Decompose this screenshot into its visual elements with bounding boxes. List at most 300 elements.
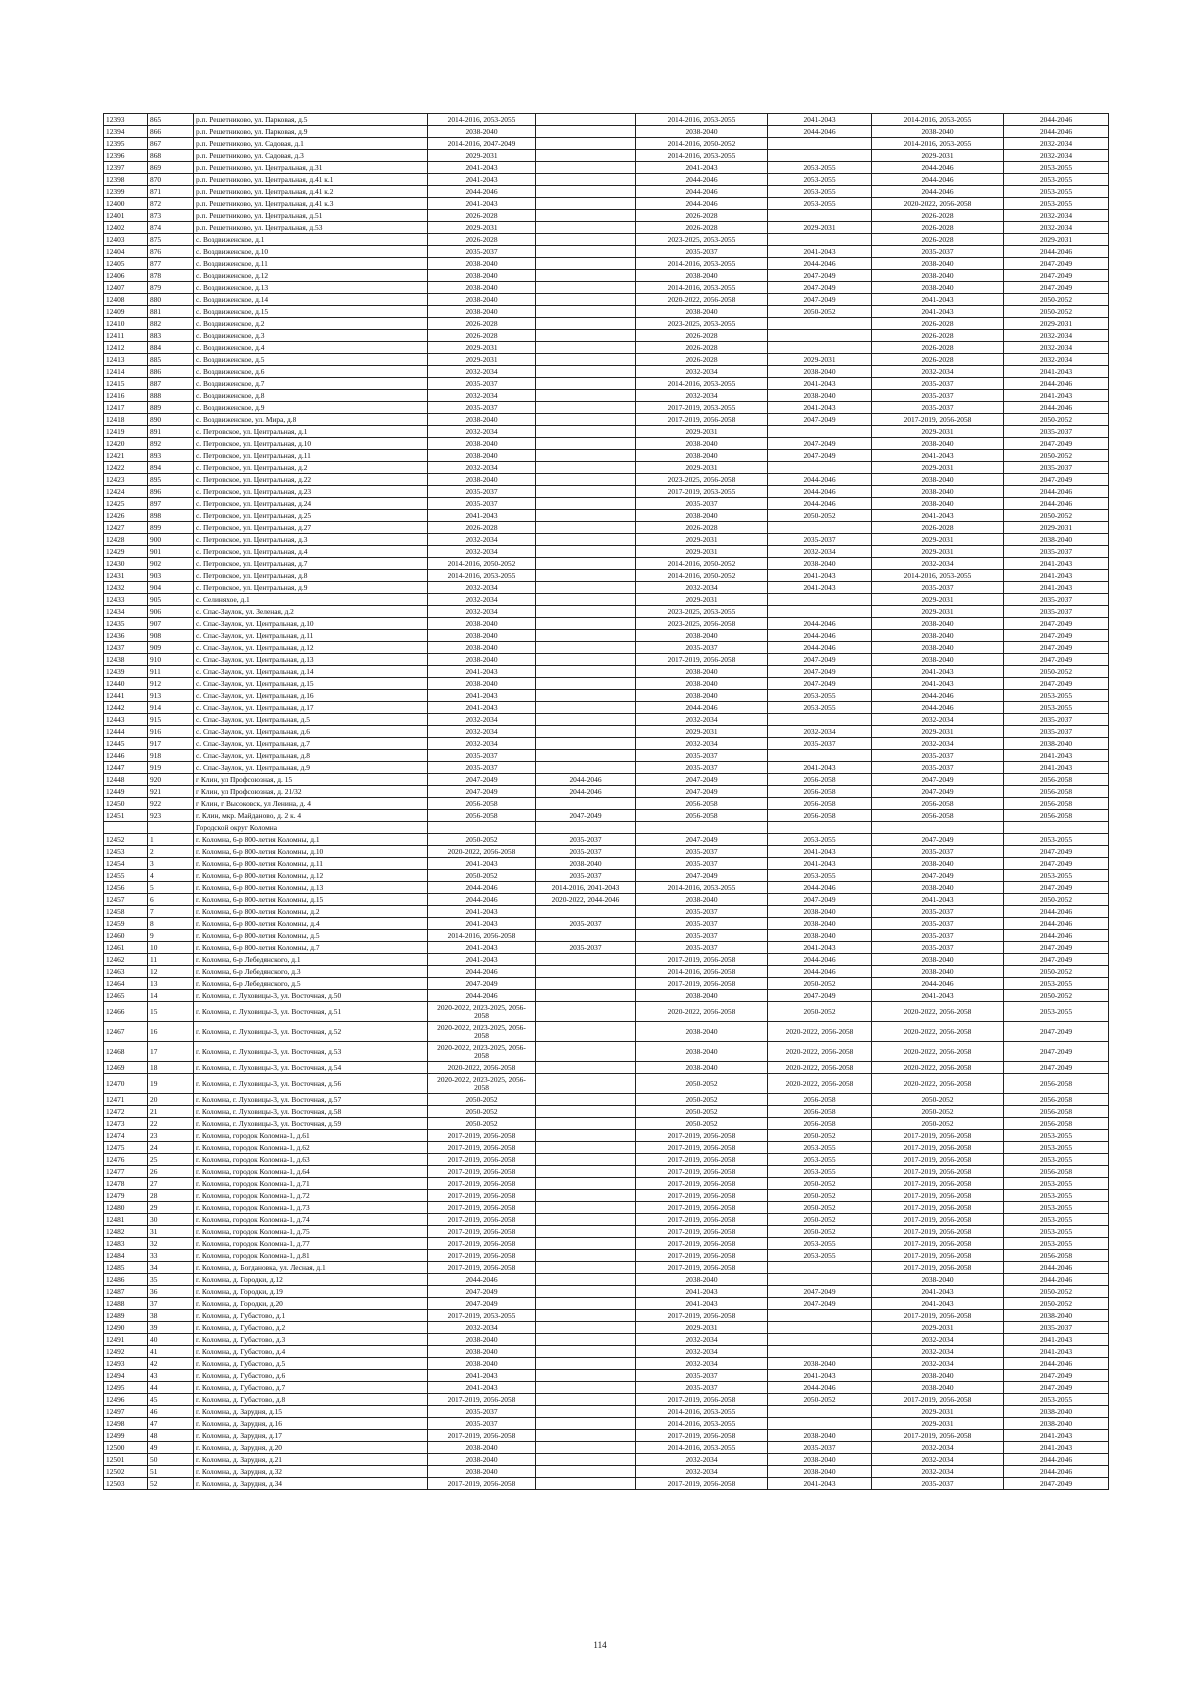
address-cell: р.п. Решетниково, ул. Центральная, д.51 xyxy=(194,210,428,222)
item-number-cell: 905 xyxy=(148,594,194,606)
period-3-cell: 2038-2040 xyxy=(636,510,768,522)
address-cell: г. Коломна, д. Зарудня, д.21 xyxy=(194,1454,428,1466)
table-row xyxy=(104,606,1109,618)
item-number-cell: 884 xyxy=(148,342,194,354)
address-cell: с. Воздвиженское, д.1 xyxy=(194,234,428,246)
item-number-cell: 903 xyxy=(148,570,194,582)
period-1-cell: 2032-2034 xyxy=(428,606,536,618)
period-2-cell xyxy=(536,1002,636,1022)
address-cell: с. Петровское, ул. Центральная, д.24 xyxy=(194,498,428,510)
item-number-cell: 6 xyxy=(148,894,194,906)
period-6-cell: 2053-2055 xyxy=(1004,1178,1109,1190)
address-cell: г Клин, ул Профсоюзная, д. 21/32 xyxy=(194,786,428,798)
item-number-cell: 888 xyxy=(148,390,194,402)
item-number-cell: 35 xyxy=(148,1274,194,1286)
item-number-cell: 897 xyxy=(148,498,194,510)
period-1-cell: 2032-2034 xyxy=(428,594,536,606)
period-4-cell xyxy=(768,462,872,474)
period-6-cell: 2050-2052 xyxy=(1004,294,1109,306)
address-cell: с. Спас-Заулок, ул. Центральная, д.10 xyxy=(194,618,428,630)
table-row xyxy=(104,966,1109,978)
period-2-cell xyxy=(536,162,636,174)
period-2-cell xyxy=(536,246,636,258)
address-cell: с. Петровское, ул. Центральная, д.9 xyxy=(194,582,428,594)
period-4-cell: 2041-2043 xyxy=(768,1478,872,1490)
period-6-cell: 2047-2049 xyxy=(1004,1382,1109,1394)
address-cell: г. Коломна, городок Коломна-1, д.62 xyxy=(194,1142,428,1154)
period-3-cell: 2029-2031 xyxy=(636,546,768,558)
item-number-cell: 37 xyxy=(148,1298,194,1310)
period-5-cell: 2035-2037 xyxy=(872,1478,1004,1490)
item-number-cell: 869 xyxy=(148,162,194,174)
period-1-cell: 2056-2058 xyxy=(428,810,536,822)
period-1-cell: 2017-2019, 2056-2058 xyxy=(428,1166,536,1178)
period-1-cell: 2041-2043 xyxy=(428,858,536,870)
item-number-cell: 917 xyxy=(148,738,194,750)
row-number-cell: 12432 xyxy=(104,582,148,594)
row-number-cell: 12455 xyxy=(104,870,148,882)
period-2-cell xyxy=(536,738,636,750)
period-6-cell: 2044-2046 xyxy=(1004,1454,1109,1466)
table-row xyxy=(104,246,1109,258)
period-3-cell: 2038-2040 xyxy=(636,630,768,642)
period-2-cell xyxy=(536,1274,636,1286)
period-6-cell: 2050-2052 xyxy=(1004,1298,1109,1310)
period-5-cell: 2038-2040 xyxy=(872,618,1004,630)
period-1-cell: 2035-2037 xyxy=(428,486,536,498)
item-number-cell: 879 xyxy=(148,282,194,294)
item-number-cell: 870 xyxy=(148,174,194,186)
address-cell: г. Коломна, городок Коломна-1, д.81 xyxy=(194,1250,428,1262)
period-5-cell: 2041-2043 xyxy=(872,510,1004,522)
period-1-cell: 2014-2016, 2056-2058 xyxy=(428,930,536,942)
item-number-cell: 30 xyxy=(148,1214,194,1226)
period-2-cell xyxy=(536,1238,636,1250)
period-6-cell: 2056-2058 xyxy=(1004,1074,1109,1094)
period-4-cell: 2038-2040 xyxy=(768,1430,872,1442)
period-4-cell: 2047-2049 xyxy=(768,654,872,666)
item-number-cell: 27 xyxy=(148,1178,194,1190)
period-5-cell: 2035-2037 xyxy=(872,846,1004,858)
table-row xyxy=(104,402,1109,414)
period-4-cell: 2041-2043 xyxy=(768,846,872,858)
period-3-cell: 2038-2040 xyxy=(636,1062,768,1074)
table-row xyxy=(104,762,1109,774)
address-cell: г. Коломна, д. Зарудня, д.17 xyxy=(194,1430,428,1442)
address-cell: с. Спас-Заулок, ул. Центральная, д.9 xyxy=(194,762,428,774)
table-row xyxy=(104,1226,1109,1238)
period-2-cell: 2044-2046 xyxy=(536,774,636,786)
item-number-cell: 23 xyxy=(148,1130,194,1142)
item-number-cell: 47 xyxy=(148,1418,194,1430)
table-row xyxy=(104,1238,1109,1250)
address-cell: р.п. Решетниково, ул. Парковая, д.9 xyxy=(194,126,428,138)
document-sheet xyxy=(103,113,1108,1490)
period-2-cell xyxy=(536,1310,636,1322)
period-1-cell: 2032-2034 xyxy=(428,726,536,738)
period-2-cell xyxy=(536,1298,636,1310)
period-5-cell: 2020-2022, 2056-2058 xyxy=(872,198,1004,210)
period-6-cell: 2056-2058 xyxy=(1004,1106,1109,1118)
period-1-cell: 2014-2016, 2050-2052 xyxy=(428,558,536,570)
period-2-cell xyxy=(536,750,636,762)
period-5-cell: 2029-2031 xyxy=(872,1406,1004,1418)
row-number-cell: 12453 xyxy=(104,846,148,858)
period-3-cell: 2017-2019, 2056-2058 xyxy=(636,978,768,990)
table-row xyxy=(104,1454,1109,1466)
period-1-cell: 2026-2028 xyxy=(428,522,536,534)
item-number-cell: 885 xyxy=(148,354,194,366)
row-number-cell: 12500 xyxy=(104,1442,148,1454)
table-row xyxy=(104,438,1109,450)
period-5-cell: 2035-2037 xyxy=(872,246,1004,258)
period-6-cell: 2050-2052 xyxy=(1004,306,1109,318)
period-6-cell: 2035-2037 xyxy=(1004,714,1109,726)
period-5-cell: 2044-2046 xyxy=(872,702,1004,714)
address-cell: г. Коломна, 6-р 800-летия Коломны, д.15 xyxy=(194,894,428,906)
item-number-cell: 50 xyxy=(148,1454,194,1466)
period-4-cell: 2038-2040 xyxy=(768,1466,872,1478)
period-6-cell: 2032-2034 xyxy=(1004,150,1109,162)
period-5-cell: 2017-2019, 2056-2058 xyxy=(872,1142,1004,1154)
item-number-cell: 894 xyxy=(148,462,194,474)
period-1-cell: 2032-2034 xyxy=(428,1322,536,1334)
address-cell: с. Петровское, ул. Центральная, д.23 xyxy=(194,486,428,498)
period-2-cell xyxy=(536,618,636,630)
period-6-cell: 2041-2043 xyxy=(1004,1442,1109,1454)
period-4-cell xyxy=(768,1406,872,1418)
period-1-cell: 2020-2022, 2056-2058 xyxy=(428,846,536,858)
row-number-cell: 12470 xyxy=(104,1074,148,1094)
table-row xyxy=(104,714,1109,726)
period-3-cell: 2035-2037 xyxy=(636,246,768,258)
row-number-cell: 12437 xyxy=(104,642,148,654)
address-cell: с. Спас-Заулок, ул. Центральная, д.8 xyxy=(194,750,428,762)
address-cell: г. Коломна, д. Губастово, д.3 xyxy=(194,1334,428,1346)
address-cell: г. Коломна, д. Зарудня, д.34 xyxy=(194,1478,428,1490)
period-1-cell: 2026-2028 xyxy=(428,318,536,330)
period-5-cell: 2032-2034 xyxy=(872,1454,1004,1466)
period-3-cell: 2032-2034 xyxy=(636,1466,768,1478)
address-cell: с. Петровское, ул. Центральная, д.11 xyxy=(194,450,428,462)
period-6-cell: 2035-2037 xyxy=(1004,426,1109,438)
period-1-cell: 2035-2037 xyxy=(428,498,536,510)
period-4-cell: 2047-2049 xyxy=(768,894,872,906)
address-cell: г. Коломна, д. Богдановка, ул. Лесная, д.1 xyxy=(194,1262,428,1274)
period-3-cell: 2044-2046 xyxy=(636,186,768,198)
period-6-cell: 2047-2049 xyxy=(1004,474,1109,486)
period-6-cell: 2047-2049 xyxy=(1004,270,1109,282)
period-2-cell xyxy=(536,1286,636,1298)
address-cell: г. Коломна, д. Губастово, д.5 xyxy=(194,1358,428,1370)
period-2-cell xyxy=(536,1074,636,1094)
period-5-cell: 2029-2031 xyxy=(872,534,1004,546)
row-number-cell: 12487 xyxy=(104,1286,148,1298)
period-3-cell: 2035-2037 xyxy=(636,930,768,942)
period-5-cell: 2038-2040 xyxy=(872,954,1004,966)
period-6-cell: 2047-2049 xyxy=(1004,846,1109,858)
period-5-cell: 2050-2052 xyxy=(872,1118,1004,1130)
period-4-cell: 2044-2046 xyxy=(768,642,872,654)
period-4-cell: 2056-2058 xyxy=(768,798,872,810)
period-3-cell: 2035-2037 xyxy=(636,1382,768,1394)
item-number-cell: 898 xyxy=(148,510,194,522)
item-number-cell: 910 xyxy=(148,654,194,666)
row-number-cell: 12496 xyxy=(104,1394,148,1406)
period-2-cell xyxy=(536,1478,636,1490)
period-3-cell: 2038-2040 xyxy=(636,270,768,282)
period-2-cell xyxy=(536,426,636,438)
row-number-cell: 12498 xyxy=(104,1418,148,1430)
address-cell: г. Коломна, д. Губастово, д.8 xyxy=(194,1394,428,1406)
period-2-cell xyxy=(536,1406,636,1418)
period-5-cell: 2017-2019, 2056-2058 xyxy=(872,1238,1004,1250)
row-number-cell: 12397 xyxy=(104,162,148,174)
table-row xyxy=(104,1286,1109,1298)
address-cell: г. Коломна, г. Луховицы-3, ул. Восточная, д.56 xyxy=(194,1074,428,1094)
row-number-cell: 12489 xyxy=(104,1310,148,1322)
period-2-cell xyxy=(536,606,636,618)
period-5-cell: 2017-2019, 2056-2058 xyxy=(872,1178,1004,1190)
period-2-cell xyxy=(536,666,636,678)
period-4-cell: 2056-2058 xyxy=(768,1118,872,1130)
period-6-cell: 2047-2049 xyxy=(1004,858,1109,870)
address-cell: с. Спас-Заулок, ул. Зеленая, д.2 xyxy=(194,606,428,618)
period-2-cell: 2047-2049 xyxy=(536,810,636,822)
table-row xyxy=(104,942,1109,954)
period-3-cell: 2017-2019, 2053-2055 xyxy=(636,486,768,498)
period-5-cell: 2038-2040 xyxy=(872,642,1004,654)
period-3-cell: 2017-2019, 2056-2058 xyxy=(636,1238,768,1250)
period-3-cell: 2014-2016, 2053-2055 xyxy=(636,1406,768,1418)
period-5-cell: 2038-2040 xyxy=(872,498,1004,510)
row-number-cell: 12459 xyxy=(104,918,148,930)
period-1-cell: 2038-2040 xyxy=(428,306,536,318)
table-row xyxy=(104,162,1109,174)
period-6-cell: 2056-2058 xyxy=(1004,1118,1109,1130)
period-2-cell xyxy=(536,1382,636,1394)
item-number-cell: 902 xyxy=(148,558,194,570)
period-6-cell: 2050-2052 xyxy=(1004,990,1109,1002)
period-5-cell: 2035-2037 xyxy=(872,378,1004,390)
period-3-cell: 2017-2019, 2056-2058 xyxy=(636,654,768,666)
period-6-cell: 2053-2055 xyxy=(1004,1130,1109,1142)
period-6-cell: 2047-2049 xyxy=(1004,654,1109,666)
table-row xyxy=(104,474,1109,486)
period-5-cell: 2020-2022, 2056-2058 xyxy=(872,1074,1004,1094)
period-5-cell: 2038-2040 xyxy=(872,258,1004,270)
period-4-cell: 2044-2046 xyxy=(768,618,872,630)
period-4-cell: 2053-2055 xyxy=(768,1238,872,1250)
period-4-cell xyxy=(768,426,872,438)
period-4-cell: 2047-2049 xyxy=(768,294,872,306)
row-number-cell: 12442 xyxy=(104,702,148,714)
period-2-cell xyxy=(536,390,636,402)
period-4-cell: 2032-2034 xyxy=(768,726,872,738)
empty-cell xyxy=(768,822,872,834)
row-number-cell: 12427 xyxy=(104,522,148,534)
period-4-cell: 2053-2055 xyxy=(768,1154,872,1166)
period-5-cell: 2038-2040 xyxy=(872,654,1004,666)
row-number-cell: 12446 xyxy=(104,750,148,762)
item-number-cell: 909 xyxy=(148,642,194,654)
address-cell: с. Воздвиженское, д.5 xyxy=(194,354,428,366)
period-3-cell: 2017-2019, 2056-2058 xyxy=(636,1430,768,1442)
table-row xyxy=(104,570,1109,582)
address-cell: р.п. Решетниково, ул. Центральная, д.41 к.2 xyxy=(194,186,428,198)
period-3-cell: 2035-2037 xyxy=(636,1370,768,1382)
item-number-cell: 893 xyxy=(148,450,194,462)
period-6-cell: 2053-2055 xyxy=(1004,870,1109,882)
address-cell: г. Коломна, городок Коломна-1, д.75 xyxy=(194,1226,428,1238)
item-number-cell: 911 xyxy=(148,666,194,678)
period-4-cell: 2053-2055 xyxy=(768,186,872,198)
period-4-cell: 2053-2055 xyxy=(768,1142,872,1154)
period-2-cell xyxy=(536,726,636,738)
period-2-cell xyxy=(536,210,636,222)
item-number-cell: 26 xyxy=(148,1166,194,1178)
row-number-cell: 12426 xyxy=(104,510,148,522)
period-3-cell: 2047-2049 xyxy=(636,786,768,798)
period-1-cell: 2026-2028 xyxy=(428,330,536,342)
period-2-cell xyxy=(536,114,636,126)
row-number-cell: 12450 xyxy=(104,798,148,810)
period-1-cell: 2041-2043 xyxy=(428,1382,536,1394)
table-row xyxy=(104,366,1109,378)
table-row xyxy=(104,186,1109,198)
period-3-cell: 2017-2019, 2056-2058 xyxy=(636,1154,768,1166)
period-1-cell: 2017-2019, 2056-2058 xyxy=(428,1478,536,1490)
row-number-cell: 12411 xyxy=(104,330,148,342)
period-4-cell: 2029-2031 xyxy=(768,222,872,234)
period-5-cell: 2029-2031 xyxy=(872,594,1004,606)
period-2-cell xyxy=(536,342,636,354)
item-number-cell: 21 xyxy=(148,1106,194,1118)
period-1-cell: 2050-2052 xyxy=(428,1118,536,1130)
period-4-cell xyxy=(768,210,872,222)
period-5-cell: 2041-2043 xyxy=(872,894,1004,906)
table-row xyxy=(104,678,1109,690)
period-1-cell: 2041-2043 xyxy=(428,690,536,702)
row-number-cell: 12464 xyxy=(104,978,148,990)
period-6-cell: 2035-2037 xyxy=(1004,546,1109,558)
period-2-cell xyxy=(536,1042,636,1062)
period-2-cell xyxy=(536,1346,636,1358)
period-2-cell xyxy=(536,222,636,234)
period-4-cell: 2029-2031 xyxy=(768,354,872,366)
period-4-cell: 2041-2043 xyxy=(768,402,872,414)
address-cell: г. Коломна, городок Коломна-1, д.77 xyxy=(194,1238,428,1250)
period-2-cell xyxy=(536,534,636,546)
period-2-cell xyxy=(536,1394,636,1406)
period-6-cell: 2041-2043 xyxy=(1004,750,1109,762)
row-number-cell: 12416 xyxy=(104,390,148,402)
period-2-cell: 2038-2040 xyxy=(536,858,636,870)
period-6-cell: 2053-2055 xyxy=(1004,1226,1109,1238)
period-1-cell: 2047-2049 xyxy=(428,1298,536,1310)
row-number-cell: 12444 xyxy=(104,726,148,738)
period-1-cell: 2014-2016, 2047-2049 xyxy=(428,138,536,150)
period-5-cell: 2038-2040 xyxy=(872,966,1004,978)
item-number-cell: 881 xyxy=(148,306,194,318)
period-4-cell xyxy=(768,1310,872,1322)
period-1-cell: 2035-2037 xyxy=(428,1406,536,1418)
table-row xyxy=(104,654,1109,666)
table-row xyxy=(104,342,1109,354)
period-1-cell: 2044-2046 xyxy=(428,186,536,198)
period-6-cell: 2035-2037 xyxy=(1004,1322,1109,1334)
period-1-cell: 2032-2034 xyxy=(428,462,536,474)
table-row xyxy=(104,1478,1109,1490)
period-5-cell: 2014-2016, 2053-2055 xyxy=(872,570,1004,582)
table-row xyxy=(104,894,1109,906)
period-2-cell xyxy=(536,486,636,498)
period-2-cell xyxy=(536,1226,636,1238)
address-cell: г. Коломна, городок Коломна-1, д.71 xyxy=(194,1178,428,1190)
period-3-cell: 2026-2028 xyxy=(636,354,768,366)
item-number-cell: 882 xyxy=(148,318,194,330)
address-cell: г. Коломна, г. Луховицы-3, ул. Восточная, д.58 xyxy=(194,1106,428,1118)
table-row xyxy=(104,378,1109,390)
period-2-cell xyxy=(536,1130,636,1142)
address-cell: г. Коломна, 6-р 800-летия Коломны, д.10 xyxy=(194,846,428,858)
address-cell: г. Коломна, 6-р 800-летия Коломны, д.5 xyxy=(194,930,428,942)
period-4-cell: 2056-2058 xyxy=(768,1094,872,1106)
period-5-cell: 2026-2028 xyxy=(872,522,1004,534)
period-6-cell: 2044-2046 xyxy=(1004,906,1109,918)
period-5-cell: 2056-2058 xyxy=(872,810,1004,822)
period-1-cell: 2020-2022, 2023-2025, 2056-2058 xyxy=(428,1074,536,1094)
period-6-cell: 2053-2055 xyxy=(1004,1142,1109,1154)
row-number-cell: 12402 xyxy=(104,222,148,234)
period-2-cell xyxy=(536,522,636,534)
period-6-cell: 2035-2037 xyxy=(1004,594,1109,606)
row-number-cell: 12473 xyxy=(104,1118,148,1130)
row-number-cell: 12471 xyxy=(104,1094,148,1106)
period-4-cell: 2053-2055 xyxy=(768,702,872,714)
item-number-cell: 900 xyxy=(148,534,194,546)
period-1-cell: 2035-2037 xyxy=(428,402,536,414)
period-4-cell: 2044-2046 xyxy=(768,474,872,486)
period-5-cell: 2041-2043 xyxy=(872,1286,1004,1298)
period-3-cell: 2044-2046 xyxy=(636,198,768,210)
period-1-cell: 2038-2040 xyxy=(428,1334,536,1346)
row-number-cell: 12394 xyxy=(104,126,148,138)
period-1-cell: 2038-2040 xyxy=(428,258,536,270)
period-5-cell: 2038-2040 xyxy=(872,474,1004,486)
section-header-row xyxy=(104,822,1109,834)
period-2-cell xyxy=(536,1454,636,1466)
period-1-cell: 2041-2043 xyxy=(428,198,536,210)
table-row xyxy=(104,510,1109,522)
table-row xyxy=(104,834,1109,846)
address-cell: г. Коломна, г. Луховицы-3, ул. Восточная, д.57 xyxy=(194,1094,428,1106)
period-6-cell: 2047-2049 xyxy=(1004,438,1109,450)
period-5-cell: 2038-2040 xyxy=(872,270,1004,282)
table-row xyxy=(104,1214,1109,1226)
period-4-cell: 2050-2052 xyxy=(768,1002,872,1022)
row-number-cell: 12447 xyxy=(104,762,148,774)
address-cell: с. Петровское, ул. Центральная, д.4 xyxy=(194,546,428,558)
row-number-cell: 12425 xyxy=(104,498,148,510)
address-cell: г. Коломна, д. Зарудня, д.20 xyxy=(194,1442,428,1454)
address-cell: с. Петровское, ул. Центральная, д.10 xyxy=(194,438,428,450)
period-1-cell: 2047-2049 xyxy=(428,978,536,990)
period-3-cell: 2032-2034 xyxy=(636,1346,768,1358)
table-row xyxy=(104,702,1109,714)
table-row xyxy=(104,810,1109,822)
period-6-cell: 2038-2040 xyxy=(1004,1310,1109,1322)
